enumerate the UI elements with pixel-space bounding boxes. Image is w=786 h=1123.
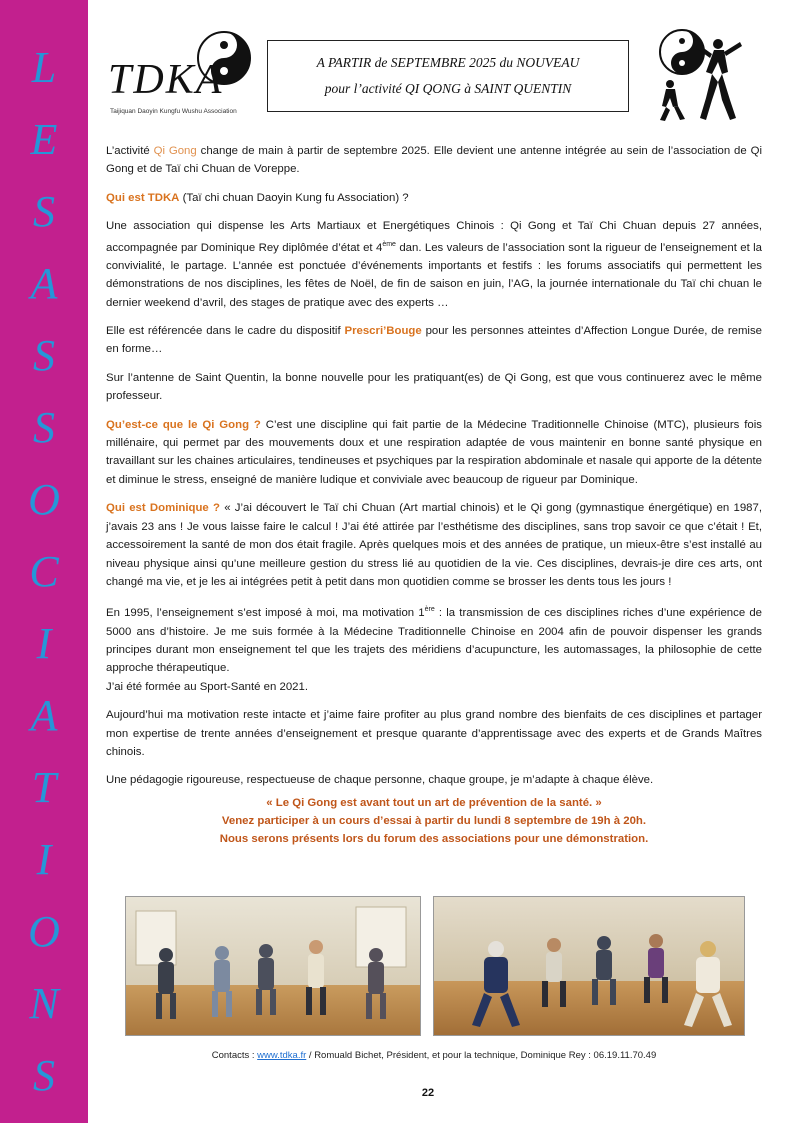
paragraph-sport-sante: J’ai été formée au Sport-Santé en 2021. [106,680,308,693]
page-number: 22 [421,1087,435,1099]
website-link[interactable]: www.tdka.fr [257,1050,307,1061]
heading-qui-est-dominique: Qui est Dominique ? [106,502,220,515]
text: dan. Les valeurs de l’association sont la rigueur de l’enseignement et la convivialité, le partage. L’année est ponctuée d’événements importants et festifs : les forums associatifs qui permettent les démonstrations de nos disciplines, les fêtes de Noël, de fin de saison en juin, l’AG, la journée internationale du Taï chi chuan le dernier weekend d’avril, des stages de pratique avec des experts … [106,241,762,309]
sidebar-letter: S [33,1051,55,1100]
text: L’activité [106,145,154,157]
superscript: ère [424,606,435,614]
sidebar-title [0,42,88,1102]
sidebar-letter: A [30,259,58,308]
text: (Taï chi chuan Daoyin Kung fu Association) ? [179,191,409,204]
quote-forum: Nous serons présents lors du forum des associations pour une démonstration. [219,832,649,845]
paragraph-who-tdka [106,189,762,207]
paragraph-pedagogy: Une pédagogie rigoureuse, respectueuse de chaque personne, chaque groupe, je m’adapte à chaque élève. [106,774,654,787]
highlight-qi-gong: Qi Gong [153,145,197,157]
logo-subtitle: Taijiquan Daoyin Kungfu Wushu Association [110,108,237,115]
text: Elle est référencée dans le cadre du dispositif [106,325,345,338]
sidebar-letter: A [30,691,58,740]
superscript: ème [382,240,396,248]
sidebar-letter: L [31,43,57,92]
heading-qui-est-tdka: Qui est TDKA [106,191,180,204]
martial-arts-illustration [648,22,748,122]
class-photo-left [125,896,421,1036]
sidebar-letter: I [36,619,52,668]
quote-trial-course: Venez participer à un cours d’essai à partir du lundi 8 septembre de 19h à 20h. [221,814,647,827]
photo-strip [125,896,745,1036]
sidebar [0,0,88,1123]
tdka-logo [108,28,258,120]
text: En 1995, l’enseignement s’est imposé à moi, ma motivation 1 [106,607,425,620]
text: C’est une discipline qui fait partie de la Médecine Traditionnelle Chinoise (MTC), plusieurs fois millénaire, qui permet par des mouvements doux et une respiration adaptée de vous maintenir en bonne santé physique en travaillant sur les chaines articulaires, tendineuses et psychiques par la respiration abdominale et nasale qui apporte de la détente et diminue le stress, enseigné de manière ludique et conviviale avec beaucoup de rigueur par Dominique. [106,418,762,486]
contacts-details: / Romuald Bichet, Président, et pour la technique, Dominique Rey : 06.19.11.70.49 [306,1050,657,1061]
paragraph-association [106,217,762,312]
text: change de main à partir de septembre 2025. Elle devient une antenne intégrée au sein de l’association de Qi Gong et de Taï chi Chuan de Voreppe. [106,145,763,176]
quote-prevention: « Le Qi Gong est avant tout un art de prévention de la santé. » [266,796,602,809]
paragraph-motivation: Aujourd’hui ma motivation reste intacte et j’aime faire profiter au plus grand nombre des bienfaits de ces disciplines et partager mon expertise de trente années d’enseignement et presque quarante d’apprentissage avec des experts et de Grands Maîtres chinois. [106,709,762,758]
paragraph-intro [106,142,762,179]
contacts-line [106,1050,762,1061]
highlight-prescribouge: Prescri’Bouge [344,325,422,338]
text: : la transmission de ces disciplines riches d’une expérience de 5000 ans d’histoire. Je me suis formée à la Médecine Traditionnelle Chinoise en 2004 afin de pouvoir dispenser les grands principes durant mon enseignement tel que les trajets des méridiens d’acupuncture, les automassages, la philosophie de cette approche thérapeutique. [106,607,763,675]
sidebar-letter: O [28,475,60,524]
sidebar-letter: S [33,403,55,452]
paragraph-what-is-qi-gong [106,416,762,490]
text: « J’ai découvert le Taï chi Chuan (Art martial chinois) et le Qi gong (gymnastique énergétique) en 1987, j’avais 23 ans ! Je vous laisse faire le calcul ! J’ai été attirée par l’esthétisme des disciplines, sans trop savoir ce que c’était ! Et, accessoirement la santé de mon dos était fragile. Après quelques mois et des années de pratique, un mieux-être s’est installé au niveau physique ainsi qu’une meilleure gestion du stress lié au quotidien de la vie. Ces disciplines, devrais-je dire ces arts, ont changé ma vie, et je les ai intégrées petit à petit dans mon quotidien comme se brosser les dents tous les jours ! [106,502,763,588]
text: pour les personnes atteintes d’Affection Longue Durée, de remise en forme… [106,325,762,356]
sidebar-letter: C [29,547,59,596]
sidebar-letter: N [29,979,59,1028]
logo-text: TDKA [108,57,224,103]
paragraph-who-dominique [106,499,762,591]
sidebar-letter: T [31,763,57,812]
paragraph-saint-quentin: Sur l’antenne de Saint Quentin, la bonne nouvelle pour les pratiquant(es) de Qi Gong, est que vous continuerez avec le même professeur. [106,371,762,403]
text: Une association qui dispense les Arts Martiaux et Energétiques Chinois : Qi Gong et Taï Chi Chuan depuis 27 années, accompagnée par Dominique Rey diplômée d’état et 4 [106,220,762,254]
contacts-label: Contacts : [211,1050,258,1061]
sidebar-letter: E [30,115,58,164]
paragraph-prescribouge [106,322,762,359]
sidebar-letter: S [33,187,55,236]
sidebar-letter: S [33,331,55,380]
class-photo-right [433,896,745,1036]
header-box [267,40,629,112]
sidebar-letter: O [28,907,60,956]
header-line-1: A PARTIR de SEPTEMBRE 2025 du NOUVEAU [316,55,580,70]
article-body [106,142,762,848]
heading-quest-ce-que-qi-gong: Qu’est-ce que le Qi Gong ? [106,418,261,431]
paragraph-1995 [106,601,762,677]
sidebar-letter: I [36,835,52,884]
header-line-2: pour l’activité QI QONG à SAINT QUENTIN [324,81,572,96]
